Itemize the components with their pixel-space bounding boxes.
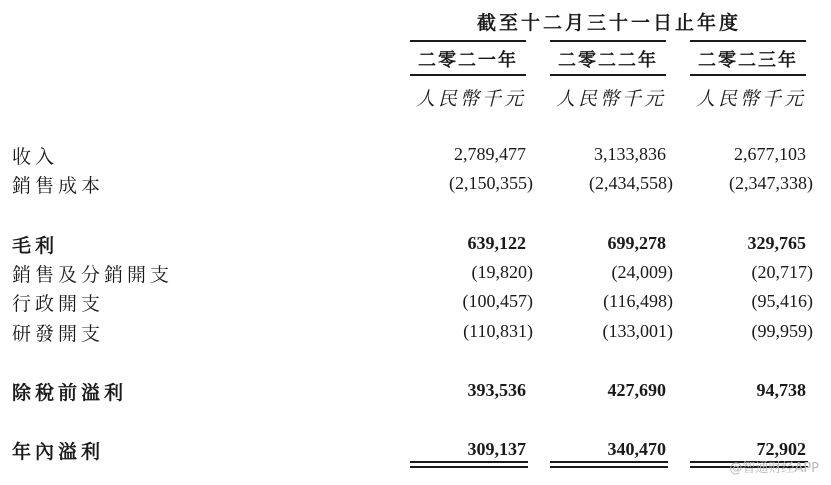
row-label-profit-for-year: 年內溢利 [12, 441, 105, 463]
cell-selling-distribution-2023: (20,717) [751, 262, 813, 282]
cell-cost-of-sales-2021: (2,150,355) [449, 173, 533, 193]
column-subrule-2021 [410, 74, 526, 76]
cell-revenue-2022: 3,133,836 [594, 144, 666, 164]
row-label-administrative: 行政開支 [12, 293, 105, 315]
cell-administrative-2021: (100,457) [462, 291, 533, 311]
double-underline-2021 [410, 461, 528, 468]
column-rule-2022 [550, 40, 666, 42]
row-label-revenue: 收入 [12, 146, 59, 168]
cell-profit-for-year-2022: 340,470 [607, 439, 666, 459]
row-label-cost-of-sales: 銷售成本 [12, 175, 105, 197]
column-subrule-2023 [690, 74, 806, 76]
cell-revenue-2021: 2,789,477 [454, 144, 526, 164]
cell-profit-for-year-2023: 72,902 [756, 439, 806, 459]
cell-selling-distribution-2021: (19,820) [471, 262, 533, 282]
cell-gross-profit-2023: 329,765 [747, 233, 806, 253]
cell-revenue-2023: 2,677,103 [734, 144, 806, 164]
row-label-profit-before-tax: 除稅前溢利 [12, 382, 128, 404]
cell-administrative-2023: (95,416) [751, 291, 813, 311]
cell-cost-of-sales-2023: (2,347,338) [729, 173, 813, 193]
row-label-research-development: 研發開支 [12, 323, 105, 345]
cell-gross-profit-2022: 699,278 [607, 233, 666, 253]
row-label-gross-profit: 毛利 [12, 235, 59, 257]
cell-profit-before-tax-2021: 393,536 [467, 380, 526, 400]
row-label-selling-distribution: 銷售及分銷開支 [12, 264, 174, 286]
year-heading-2023: 二零二三年 [698, 50, 798, 71]
year-heading-2022: 二零二二年 [558, 50, 658, 71]
cell-profit-before-tax-2022: 427,690 [607, 380, 666, 400]
unit-label-2022: 人民幣千元 [555, 88, 666, 110]
unit-label-2021: 人民幣千元 [415, 88, 526, 110]
year-heading-2021: 二零二一年 [418, 50, 518, 71]
column-subrule-2022 [550, 74, 666, 76]
double-underline-2022 [550, 461, 668, 468]
cell-cost-of-sales-2022: (2,434,558) [589, 173, 673, 193]
cell-administrative-2022: (116,498) [603, 291, 673, 311]
column-rule-2021 [410, 40, 526, 42]
cell-research-development-2023: (99,959) [751, 321, 813, 341]
cell-research-development-2022: (133,001) [602, 321, 673, 341]
period-heading: 截至十二月三十一日止年度 [476, 12, 741, 34]
cell-research-development-2021: (110,831) [463, 321, 533, 341]
unit-label-2023: 人民幣千元 [695, 88, 806, 110]
watermark: @智通财经APP [729, 461, 819, 476]
column-rule-2023 [690, 40, 806, 42]
cell-profit-for-year-2021: 309,137 [467, 439, 526, 459]
cell-gross-profit-2021: 639,122 [467, 233, 526, 253]
cell-profit-before-tax-2023: 94,738 [756, 380, 806, 400]
cell-selling-distribution-2022: (24,009) [611, 262, 673, 282]
